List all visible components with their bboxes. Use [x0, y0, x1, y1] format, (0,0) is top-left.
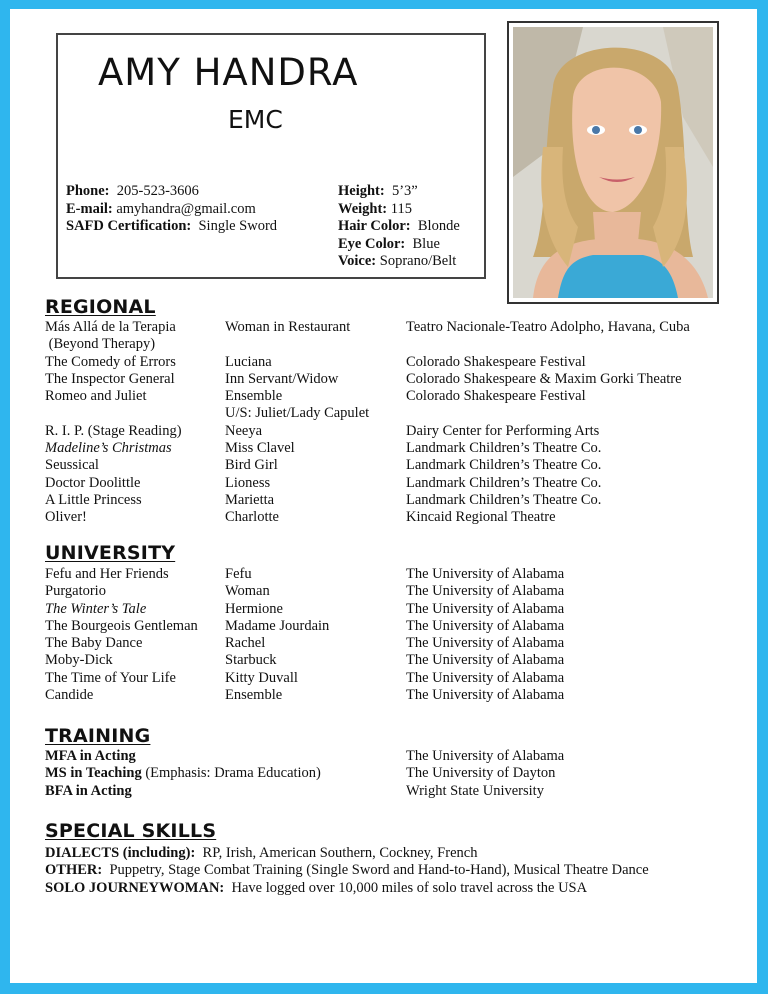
- eye-line: Eye Color: Blue: [338, 235, 440, 252]
- role: Neeya: [225, 422, 263, 439]
- safd-line: SAFD Certification: Single Sword: [66, 218, 278, 234]
- physical-stats: [338, 183, 460, 271]
- theatre: The University of Alabama: [406, 669, 565, 686]
- role: Luciana: [225, 353, 272, 370]
- theatre: Kincaid Regional Theatre: [406, 509, 556, 526]
- dialects-line: DIALECTS (including): RP, Irish, American Southern, Cockney, French: [45, 845, 478, 861]
- voice-line: Voice: Soprano/Belt: [338, 253, 457, 269]
- role: Kitty Duvall: [225, 669, 298, 686]
- theatre: Landmark Children’s Theatre Co.: [406, 474, 602, 491]
- production-title: The Time of Your Life: [45, 669, 176, 686]
- production-title: Moby-Dick: [45, 652, 113, 669]
- production-title: Doctor Doolittle: [45, 474, 141, 491]
- production-title: Candide: [45, 687, 94, 704]
- headshot-photo: [513, 27, 713, 298]
- production-title: The Comedy of Errors: [45, 353, 176, 370]
- production-title: Fefu and Her Friends: [45, 566, 169, 582]
- theatre: Landmark Children’s Theatre Co.: [406, 491, 602, 508]
- theatre: The University of Alabama: [406, 652, 565, 669]
- production-title: Romeo and Juliet: [45, 388, 147, 405]
- role: Hermione: [225, 600, 283, 617]
- headshot-frame: [507, 21, 719, 304]
- production-title: The Inspector General: [45, 370, 175, 387]
- university-heading: UNIVERSITY: [45, 542, 176, 564]
- theatre: The University of Alabama: [406, 566, 565, 582]
- production-title: Oliver!: [45, 509, 87, 526]
- theatre: Teatro Nacionale-Teatro Adolpho, Havana, Cuba: [406, 319, 690, 335]
- role: Charlotte: [225, 509, 279, 526]
- production-title: R. I. P. (Stage Reading): [45, 422, 182, 439]
- other-skills-line: OTHER: Puppetry, Stage Combat Training (Single Sword and Hand-to-Hand), Musical Theatre Dance: [45, 862, 649, 879]
- theatre: The University of Alabama: [406, 583, 565, 600]
- role: Ensemble: [225, 388, 283, 405]
- role: Bird Girl: [225, 457, 278, 474]
- hair-line: Hair Color: Blonde: [338, 218, 460, 234]
- theatre: Landmark Children’s Theatre Co.: [406, 440, 602, 457]
- email-line: E-mail: amyhandra@gmail.com: [66, 200, 256, 217]
- production-title: The Bourgeois Gentleman: [45, 617, 198, 634]
- theatre: The University of Alabama: [406, 635, 565, 652]
- special-skills-list: [45, 845, 649, 897]
- role: Rachel: [225, 635, 266, 652]
- role: Woman: [225, 583, 270, 600]
- theatre: The University of Alabama: [406, 687, 565, 704]
- role: Lioness: [225, 474, 271, 491]
- role: Woman in Restaurant: [225, 319, 351, 335]
- production-title: A Little Princess: [45, 491, 142, 508]
- production-title: The Winter’s Tale: [45, 600, 147, 617]
- theatre: The University of Alabama: [406, 600, 565, 617]
- theatre: Colorado Shakespeare & Maxim Gorki Theatre: [406, 370, 682, 387]
- production-title: The Baby Dance: [45, 635, 143, 652]
- production-title: Seussical: [45, 457, 99, 474]
- theatre: The University of Alabama: [406, 617, 565, 634]
- weight-line: Weight: 115: [338, 200, 412, 217]
- role: Madame Jourdain: [225, 617, 330, 634]
- production-title: Madeline’s Christmas: [45, 440, 172, 457]
- role: Marietta: [225, 491, 275, 508]
- role: Miss Clavel: [225, 440, 295, 457]
- height-line: Height: 5’3”: [338, 183, 418, 199]
- production-title: Purgatorio: [45, 583, 106, 600]
- phone-line: Phone: 205-523-3606: [66, 183, 199, 199]
- solo-travel-line: SOLO JOURNEYWOMAN: Have logged over 10,000 miles of solo travel across the USA: [45, 879, 588, 896]
- production-title: Más Allá de la Terapia: [45, 319, 176, 335]
- theatre: Landmark Children’s Theatre Co.: [406, 457, 602, 474]
- contact-info: [66, 183, 277, 236]
- role: Fefu: [225, 566, 252, 582]
- actor-name: AMY HANDRA: [98, 51, 359, 94]
- special-skills-heading: SPECIAL SKILLS: [45, 820, 217, 842]
- theatre: Dairy Center for Performing Arts: [406, 422, 600, 439]
- regional-heading: REGIONAL: [45, 296, 156, 318]
- role: Inn Servant/Widow: [225, 370, 339, 387]
- header-box: [56, 33, 486, 279]
- union-status: EMC: [228, 105, 283, 134]
- theatre: Colorado Shakespeare Festival: [406, 353, 586, 370]
- training-heading: TRAINING: [45, 725, 151, 747]
- role: Ensemble: [225, 687, 283, 704]
- role: Starbuck: [225, 652, 277, 669]
- resume-page: AMY HANDRA EMC Phone: 205-523-3606 E-mail: amyhandra@gmail.com SAFD Certification: Single Sword Height: 5’3” Weight: 115 Hair Color: Blonde Eye Color: Blue Voice: Soprano/Belt REGIONAL Más Allá de la Terapia Woman in Restaurant Teatro Nacionale-Teatro Adolpho, Havana, Cuba (Beyond Therapy) The Comedy of Errors Luciana Colorado Shakespeare Festival The Inspector General Inn Servant/Widow Colorado Shakespeare & Maxim Gorki Theatre Romeo and Juliet Ensemble Colorado Shakespeare Festival U/S: Juliet/Lady Capulet R. I. P. (Stage Reading) Neeya Dairy Center for Performing Arts Madeline’s Christmas Miss Clavel Landmark Children’s Theatre Co. Seussical Bird Girl Landmark Children’s Theatre Co. Doctor Doolittle Lioness Landmark Children’s Theatre Co. A Little Princess Marietta Landmark Children’s Theatre Co. Oliver! Charlotte Kincaid Regional Theatre UNIVERSITY Fefu and Her Friends Fefu The University of Alabama Purgatorio Woman The University of Alabama The Winter’s Tale Hermione The University of Alabama The Bourgeois Gentleman Madame Jourdain The University of Alabama The Baby Dance Rachel The University of Alabama Moby-Dick Starbuck The University of Alabama The Time of Your Life Kitty Duvall The University of Alabama Candide Ensemble The University of Alabama TRAINING MFA in Acting The University of Alabama MS in Teaching (Emphasis: Drama Education) The University of Dayton BFA in Acting Wright State University SPECIAL SKILLS DIALECTS (including): RP, Irish, American Southern, Cockney, French OTHER: Puppetry, Stage Combat Training (Single Sword and Hand-to-Hand), Musical Theatre Dance SOLO JOURNEYWOMAN: Have logged over 10,000 miles of solo travel across the USA: [10, 9, 757, 983]
- theatre: Colorado Shakespeare Festival: [406, 388, 586, 405]
- role: U/S: Juliet/Lady Capulet: [225, 405, 370, 422]
- production-title: (Beyond Therapy): [45, 336, 156, 353]
